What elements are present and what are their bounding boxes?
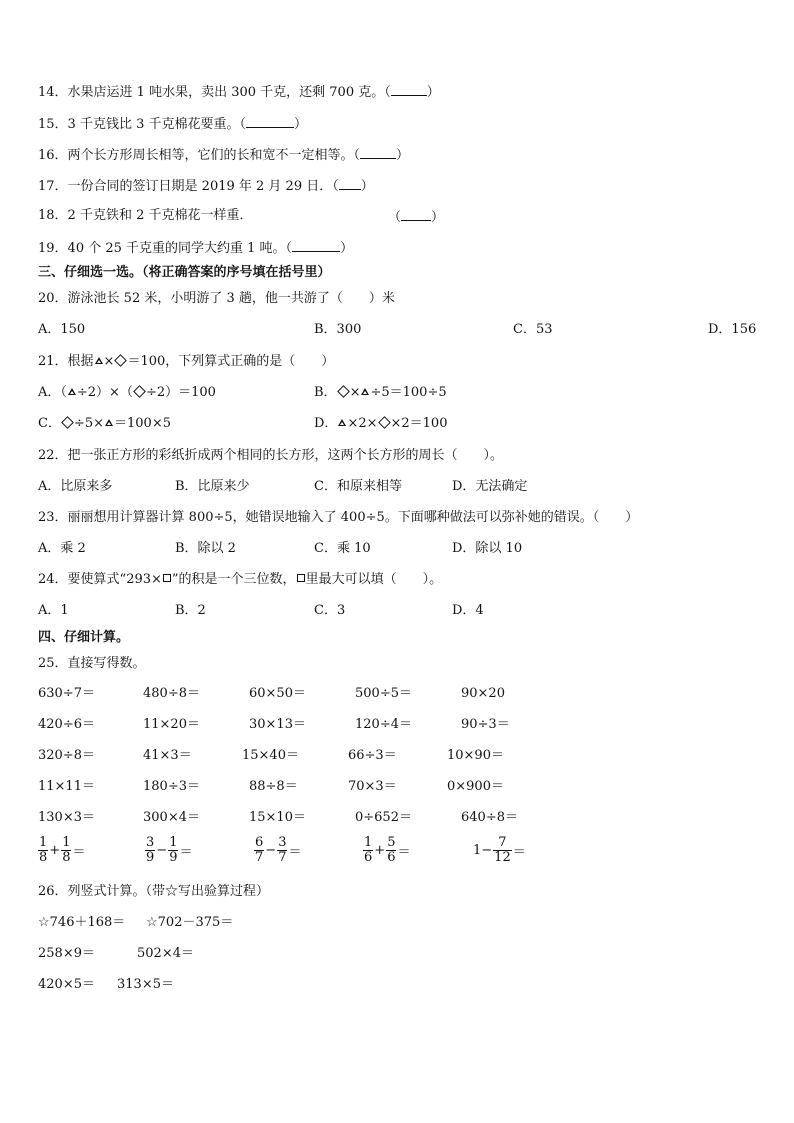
denominator: 12 xyxy=(494,850,511,865)
calc-item: 120÷4＝ xyxy=(355,717,412,732)
section-title: 四、仔细计算。 xyxy=(38,630,130,645)
fraction xyxy=(363,836,373,865)
fraction xyxy=(493,836,512,865)
question-18 xyxy=(38,207,252,225)
option-text: ÷5＝100÷5 xyxy=(370,385,447,400)
fraction xyxy=(61,836,71,865)
diamond-icon xyxy=(61,416,74,429)
stem-text: 21．根据 xyxy=(38,354,94,369)
diamond-icon xyxy=(133,385,146,398)
calc-item: 630÷7＝ xyxy=(38,686,95,701)
numerator: 3 xyxy=(278,835,287,850)
option-text: × xyxy=(349,385,361,400)
calc-item: 130×3＝ xyxy=(38,810,95,825)
fraction xyxy=(168,836,178,865)
option-text: D． xyxy=(314,416,338,431)
stem-text: 里最大可以填（ ）。 xyxy=(305,572,443,587)
answer-blank[interactable] xyxy=(391,82,427,96)
square-icon xyxy=(163,574,171,582)
question-text: 16．两个长方形周长相等，它们的长和宽不一定相等。（ xyxy=(38,148,361,163)
fraction xyxy=(145,836,155,865)
option-text: ＝100×5 xyxy=(114,416,171,431)
operator: + xyxy=(374,843,386,858)
option-c[interactable]: C．3 xyxy=(314,603,346,618)
calc-item: ☆746＋168＝ xyxy=(38,915,126,930)
option-a[interactable]: A．1 xyxy=(38,603,69,618)
answer-blank[interactable] xyxy=(246,114,294,128)
option-text: C． xyxy=(38,416,61,431)
question-26-stem: 26．列竖式计算。（带☆写出验算过程） xyxy=(38,884,270,899)
option-d[interactable]: D．无法确定 xyxy=(452,479,528,494)
numerator: 3 xyxy=(146,835,155,850)
question-20-stem: 20．游泳池长 52 米，小明游了 3 趟，他一共游了（ ）米 xyxy=(38,291,395,306)
paren-close: ） xyxy=(293,117,307,132)
calc-item: 60×50＝ xyxy=(249,686,306,701)
option-b[interactable]: B．2 xyxy=(175,603,206,618)
option-text: ×2＝100 xyxy=(390,416,448,431)
option-text: ÷2）×（ xyxy=(76,385,133,400)
option-c[interactable]: C．和原来相等 xyxy=(314,479,402,494)
question-text: 19．40 个 25 千克重的同学大约重 1 吨。（ xyxy=(38,241,293,256)
question-15 xyxy=(38,114,307,134)
option-b[interactable]: B．除以 2 xyxy=(175,541,236,556)
option-c[interactable]: C．乘 10 xyxy=(314,541,371,556)
denominator: 8 xyxy=(39,850,48,865)
denominator: 6 xyxy=(387,850,396,865)
fraction-expr xyxy=(472,836,527,865)
calc-item: 90×20 xyxy=(461,686,505,701)
option-d[interactable] xyxy=(314,415,447,433)
option-d[interactable]: D．156 xyxy=(708,322,757,337)
paren-close: ） xyxy=(360,179,374,194)
question-17 xyxy=(38,176,374,196)
numerator: 1 xyxy=(364,835,373,850)
triangle-icon xyxy=(68,388,76,395)
option-d[interactable]: D．4 xyxy=(452,603,484,618)
triangle-icon xyxy=(361,388,369,395)
calc-item: 41×3＝ xyxy=(143,748,192,763)
option-c[interactable]: C．53 xyxy=(513,322,553,337)
stem-text: ＝100，下列算式正确的是（ ） xyxy=(127,354,335,369)
fraction xyxy=(277,836,287,865)
numerator: 1 xyxy=(169,835,178,850)
paren-open: （ xyxy=(388,210,402,225)
question-19 xyxy=(38,238,353,258)
calc-item: 420×5＝ xyxy=(38,977,95,992)
calc-item: 180÷3＝ xyxy=(143,779,200,794)
calc-item: 500÷5＝ xyxy=(355,686,412,701)
calc-item: ☆702－375＝ xyxy=(146,915,234,930)
answer-blank[interactable] xyxy=(339,176,361,190)
stem-text: ”的积是一个三位数， xyxy=(171,572,296,587)
calc-item: 66÷3＝ xyxy=(348,748,397,763)
option-a[interactable]: A．乘 2 xyxy=(38,541,86,556)
fraction-expr xyxy=(363,836,411,865)
calc-item: 313×5＝ xyxy=(117,977,174,992)
option-text: ÷2）＝100 xyxy=(145,385,216,400)
option-text: ÷5× xyxy=(73,416,105,431)
fraction xyxy=(38,836,48,865)
calc-item: 480÷8＝ xyxy=(143,686,200,701)
paren-close: ） xyxy=(431,210,445,225)
option-a[interactable] xyxy=(38,384,216,402)
option-text: B． xyxy=(314,385,337,400)
stem-text: 24．要使算式“293× xyxy=(38,572,162,587)
numerator: 5 xyxy=(387,835,396,850)
paren-close: ） xyxy=(340,241,354,256)
calc-item: 640÷8＝ xyxy=(461,810,518,825)
question-18-answer xyxy=(388,207,444,227)
diamond-icon xyxy=(378,416,391,429)
triangle-icon xyxy=(105,419,113,426)
fraction-expr xyxy=(38,836,86,865)
question-14 xyxy=(38,82,440,102)
equals: ＝ xyxy=(179,845,193,860)
equals: ＝ xyxy=(512,845,526,860)
option-a[interactable]: A．比原来多 xyxy=(38,479,113,494)
option-c[interactable] xyxy=(38,415,171,433)
answer-blank[interactable] xyxy=(360,145,396,159)
paren-close: ） xyxy=(396,148,410,163)
calc-item: 15×10＝ xyxy=(249,810,306,825)
diamond-icon xyxy=(337,385,350,398)
denominator: 7 xyxy=(255,850,264,865)
calc-item: 300×4＝ xyxy=(143,810,200,825)
answer-blank[interactable] xyxy=(292,238,340,252)
calc-item: 320÷8＝ xyxy=(38,748,95,763)
calc-item: 0÷652＝ xyxy=(355,810,412,825)
numerator: 1 xyxy=(39,835,48,850)
option-b[interactable] xyxy=(314,384,447,402)
equals: ＝ xyxy=(397,845,411,860)
numerator: 1 xyxy=(62,835,71,850)
option-text: ×2× xyxy=(347,416,378,431)
calc-item: 70×3＝ xyxy=(348,779,397,794)
calc-item: 10×90＝ xyxy=(447,748,504,763)
answer-blank[interactable] xyxy=(401,207,431,221)
equals: ＝ xyxy=(72,845,86,860)
option-d[interactable]: D．除以 10 xyxy=(452,541,523,556)
calc-item: 15×40＝ xyxy=(242,748,299,763)
numerator: 7 xyxy=(493,836,512,851)
operator: 1− xyxy=(473,843,493,858)
fraction-expr xyxy=(145,836,193,865)
square-icon xyxy=(297,574,305,582)
denominator: 9 xyxy=(169,850,178,865)
calc-item: 88÷8＝ xyxy=(249,779,298,794)
triangle-icon xyxy=(95,357,103,364)
calc-item: 420÷6＝ xyxy=(38,717,95,732)
denominator: 6 xyxy=(364,850,373,865)
triangle-icon xyxy=(338,419,346,426)
calc-item: 30×13＝ xyxy=(249,717,306,732)
fraction-expr xyxy=(254,836,302,865)
question-24-stem xyxy=(38,571,442,589)
calc-item: 11×20＝ xyxy=(143,717,200,732)
calc-item: 0×900＝ xyxy=(447,779,504,794)
calc-item: 11×11＝ xyxy=(38,779,95,794)
section-title: 三、仔细选一选。（将正确答案的序号填在括号里） xyxy=(38,265,331,280)
fraction xyxy=(386,836,396,865)
stem-text: × xyxy=(103,354,115,369)
paren-close: ） xyxy=(426,85,440,100)
question-23-stem: 23．丽丽想用计算器计算 800÷5，她错误地输入了 400÷5。下面哪种做法可以弥补她的错误。（ ） xyxy=(38,510,639,525)
question-text: 15．3 千克钱比 3 千克棉花要重。（ xyxy=(38,117,246,132)
denominator: 9 xyxy=(146,850,155,865)
operator: + xyxy=(49,843,61,858)
fraction xyxy=(254,836,264,865)
question-16 xyxy=(38,145,409,165)
equals: ＝ xyxy=(288,845,302,860)
calc-item: 258×9＝ xyxy=(38,946,95,961)
numerator: 6 xyxy=(255,835,264,850)
option-b[interactable]: B．300 xyxy=(314,322,362,337)
operator: − xyxy=(156,843,168,858)
question-text: 14．水果店运进 1 吨水果，卖出 300 千克，还剩 700 克。（ xyxy=(38,85,391,100)
diamond-icon xyxy=(115,354,128,367)
option-b[interactable]: B．比原来少 xyxy=(175,479,250,494)
option-text: A．（ xyxy=(38,385,67,400)
question-25-stem: 25．直接写得数。 xyxy=(38,656,146,671)
question-text: 17．一份合同的签订日期是 2019 年 2 月 29 日．（ xyxy=(38,179,339,194)
question-21-stem xyxy=(38,353,334,371)
calc-item: 90÷3＝ xyxy=(461,717,510,732)
option-a[interactable]: A．150 xyxy=(38,322,86,337)
operator: − xyxy=(265,843,277,858)
question-22-stem: 22．把一张正方形的彩纸折成两个相同的长方形，这两个长方形的周长（ ）。 xyxy=(38,448,504,463)
denominator: 8 xyxy=(62,850,71,865)
denominator: 7 xyxy=(278,850,287,865)
question-text: 18．2 千克铁和 2 千克棉花一样重． xyxy=(38,208,253,223)
calc-item: 502×4＝ xyxy=(137,946,194,961)
